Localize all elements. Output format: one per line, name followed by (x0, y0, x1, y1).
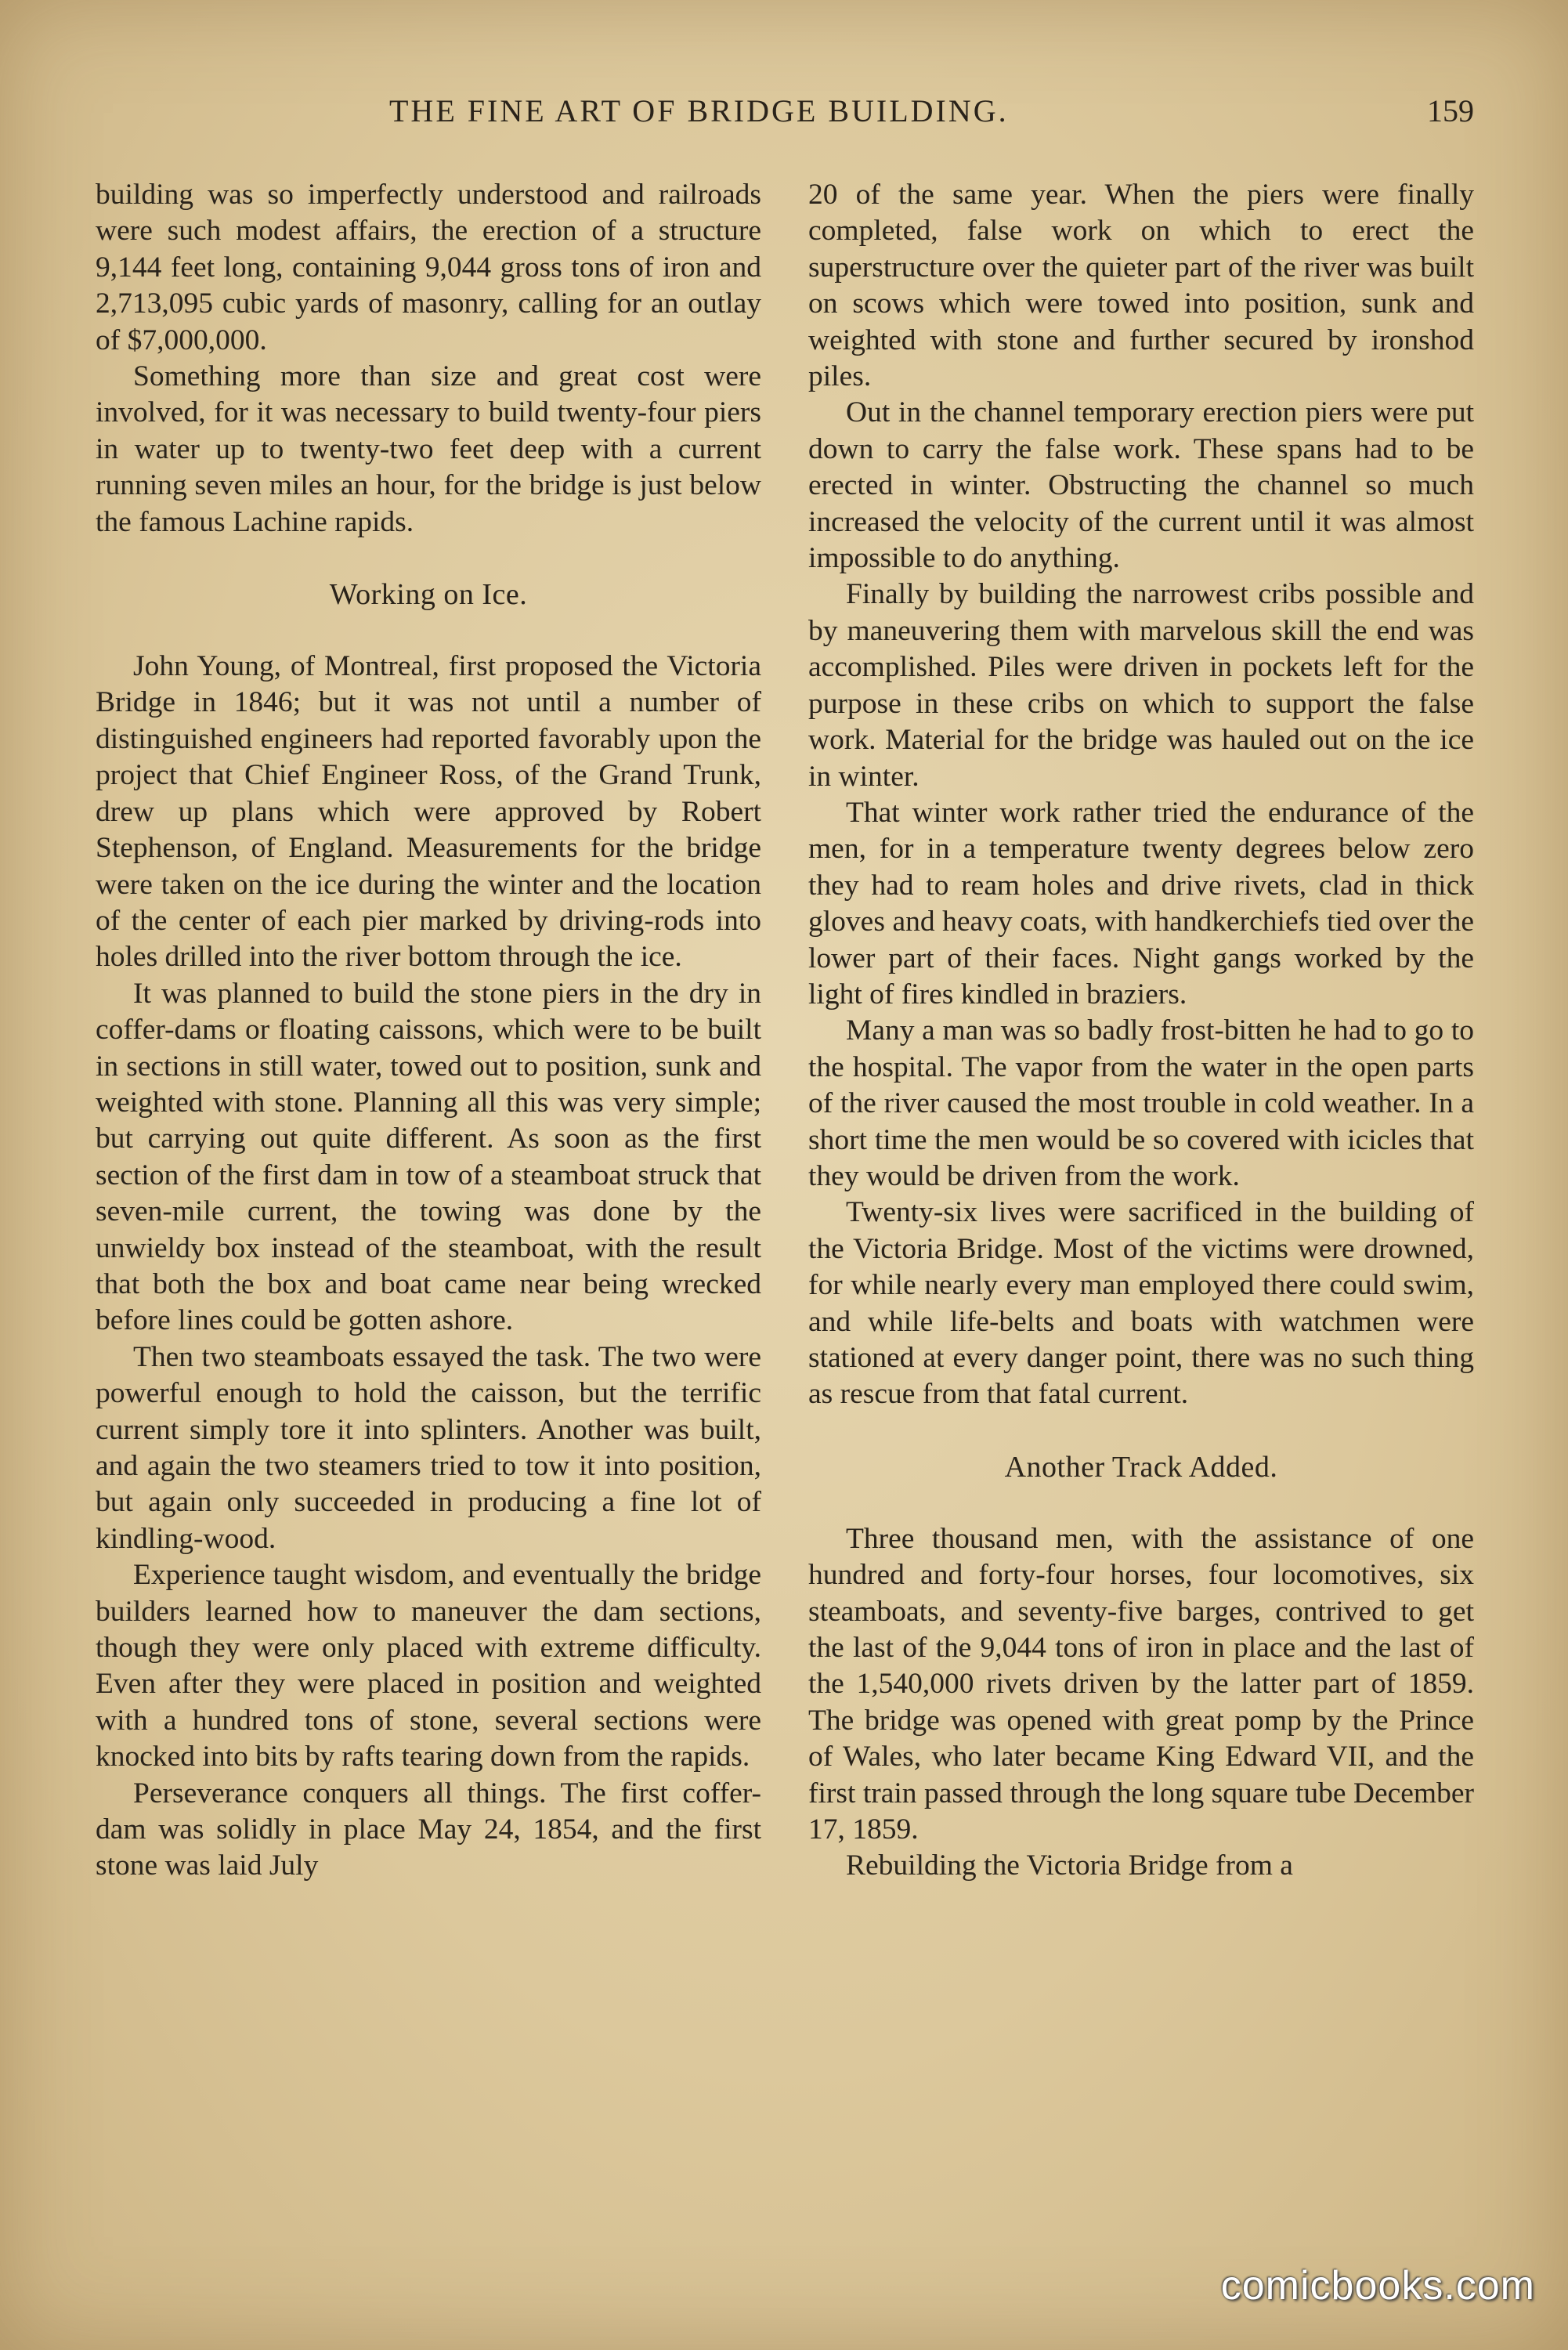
paragraph: Out in the channel temporary erection piers were put down to carry the false work. These spans had to be erected in winter. Obstructing the channel so much increased the velocity of the current until it was almost impossible to do anything. (808, 396, 1474, 575)
paragraph: Then two steamboats essayed the task. The two were powerful enough to hold the caisson, but the terrific current simply tore it into splinters. Another was built, and again the two steamers tried to tow it into position, but again only succeeded in producing a fine lot of kindling-wood. (96, 1340, 761, 1555)
section-heading: Another Track Added. (1004, 1450, 1278, 1484)
paragraph: Finally by building the narrowest cribs possible and by maneuvering them with marvelous skill the end was accomplished. Piles were driven in pockets left for the purpose in these cribs on which to support the false work. Material for the bridge was hauled out on the ice in winter. (808, 578, 1474, 793)
paragraph: Twenty-six lives were sacrificed in the building of the Victoria Bridge. Most of the victims were drowned, for while nearly every man employed there could swim, and while life-belts and boats with watchmen were stationed at every danger point, there was no such thing as rescue from that fatal current. (808, 1196, 1474, 1411)
paragraph: Something more than size and great cost were involved, for it was necessary to build twenty-four piers in water up to twenty-two feet deep with a current running seven miles an hour, for the bridge is just below the famous Lachine rapids. (96, 360, 761, 538)
paragraph: building was so imperfectly understood and railroads were such modest affairs, the erection of a structure 9,144 feet long, containing 9,044 gross tons of iron and 2,713,095 cubic yards of masonry, calling for an outlay of $7,000,000. (96, 179, 761, 356)
paragraph: 20 of the same year. When the piers were finally completed, false work on which to erect the superstructure over the quieter part of the river was built on scows which were towed into position, sunk and weighted with stone and further secured by ironshod piles. (808, 179, 1474, 393)
paragraph: Many a man was so badly frost-bitten he had to go to the hospital. The vapor from the water in the open parts of the river caused the most trouble in cold weather. In a short time the men would be so covered with icicles that they would be driven from the work. (808, 1014, 1474, 1192)
site-watermark: comicbooks.com (1220, 2263, 1535, 2308)
paragraph: Perseverance conquers all things. The first coffer-dam was solidly in place May 24, 1854, and the first stone was laid July (96, 1777, 761, 1882)
page-header (96, 92, 1474, 132)
running-title: THE FINE ART OF BRIDGE BUILDING. (389, 93, 1009, 128)
paragraph: It was planned to build the stone piers in the dry in coffer-dams or floating caissons, which were to be built in sections in still water, towed out to position, sunk and weighted with stone. Planning all this was very simple; but carrying out quite different. As soon as the first section of the first dam in tow of a steamboat struck that seven-mile current, the towing was done by the unwieldy box instead of the steamboat, with the result that both the box and boat came near being wrecked before lines could be gotten ashore. (96, 977, 761, 1337)
page-number: 159 (1427, 93, 1474, 128)
right-column (808, 177, 1474, 1885)
paragraph: That winter work rather tried the endurance of the men, for in a temperature twenty degrees below zero they had to ream holes and drive rivets, clad in thick gloves and heavy coats, with handkerchiefs tied over the lower part of their faces. Night gangs worked by the light of fires kindled in braziers. (808, 796, 1474, 1010)
paragraph: Three thousand men, with the assistance of one hundred and forty-four horses, four locomotives, six steamboats, and seventy-five barges, contrived to get the last of the 9,044 tons of iron in place and the last of the 1,540,000 rivets driven by the latter part of 1859. The bridge was opened with great pomp by the Prince of Wales, who later became King Edward VII, and the first train passed through the long square tube December 17, 1859. (808, 1522, 1474, 1846)
paragraph: John Young, of Montreal, first proposed the Victoria Bridge in 1846; but it was not until a number of distinguished engineers had reported favorably upon the project that Chief Engineer Ross, of the Grand Trunk, drew up plans which were approved by Robert Stephenson, of England. Measurements for the bridge were taken on the ice during the winter and the location of the center of each pier marked by driving-rods into holes drilled into the river bottom through the ice. (96, 650, 761, 974)
section-heading: Working on Ice. (329, 578, 528, 612)
paragraph: Experience taught wisdom, and eventually the bridge builders learned how to maneuver the dam sections, though they were only placed with extreme difficulty. Even after they were placed in position and weighted with a hundred tons of stone, several sections were knocked into bits by rafts tearing down from the rapids. (96, 1559, 761, 1773)
paragraph: Rebuilding the Victoria Bridge from a (846, 1849, 1293, 1882)
left-column (96, 177, 761, 1885)
